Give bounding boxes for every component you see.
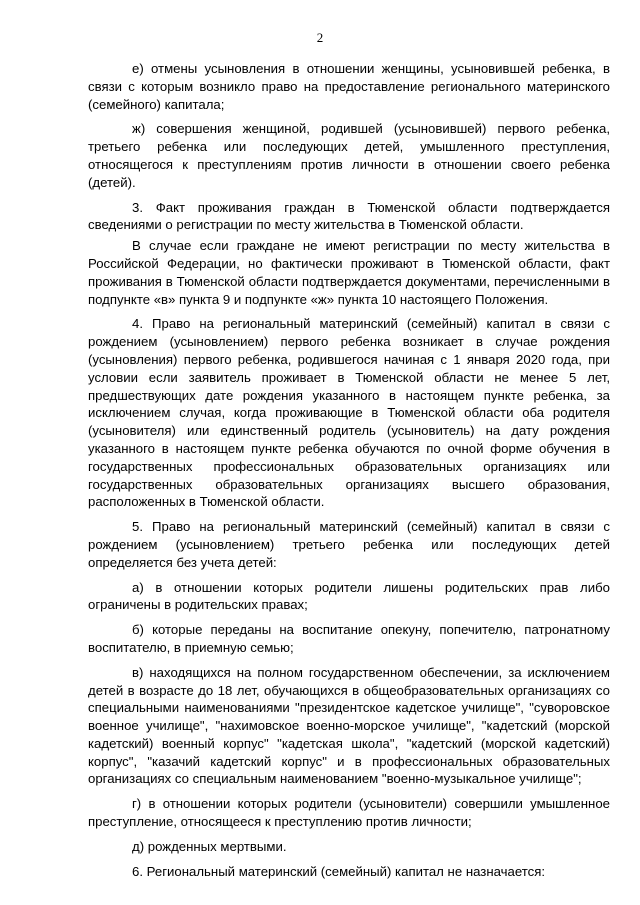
paragraph-5-third-child-right: 5. Право на региональный материнский (семейный) капитал в связи с рождением (усыновлением) третьего ребенка или последующих детей определяется без учета детей: [88,519,610,570]
page-number: 2 [316,30,324,45]
paragraph-a-parental-rights: а) в отношении которых родители лишены родительских прав либо ограничены в родительских правах; [88,579,610,613]
paragraph-d-stillborn: д) рожденных мертвыми. [132,838,287,854]
paragraph-3-residence-fact: 3. Факт проживания граждан в Тюменской области подтверждается сведениями о регистрации по месту жительства в Тюменской области. [88,199,610,233]
paragraph-zh-crime-against-child: ж) совершения женщиной, родившей (усыновившей) первого ребенка, третьего ребенка или последующих детей, умышленного преступления, относящегося к преступлениям против личности в отношении своего ребенка (детей). [88,121,610,190]
document-body [88,60,610,887]
paragraph-g-crime-by-parents: г) в отношении которых родители (усыновители) совершили умышленное преступление, относящееся к преступлению против личности; [88,796,610,830]
paragraph-6-not-assigned: 6. Региональный материнский (семейный) капитал не назначается: [132,863,546,879]
paragraph-no-registration-case: В случае если граждане не имеют регистрации по месту жительства в Российской Федерации, но фактически проживают в Тюменской области, факт проживания в Тюменской области подтверждается документами, перечисленными в подпункте «в» пункта 9 и подпункте «ж» пункта 10 настоящего Положения. [88,238,610,307]
paragraph-e-adoption-cancellation: е) отмены усыновления в отношении женщины, усыновившей ребенка, в связи с которым возникло право на предоставление регионального материнского (семейного) капитала; [88,61,610,112]
paragraph-4-first-child-right: 4. Право на региональный материнский (семейный) капитал в связи с рождением (усыновлением) первого ребенка возникает в случае рождения (усыновления) первого ребенка, родившегося начиная с 1 января 2020 года, при условии если заявитель проживает в Тюменской области не менее 5 лет, предшествующих дате рождения указанного в настоящем пункте ребенка, за исключением случая, когда проживающие в Тюменской области оба родителя (усыновителя) или единственный родитель (усыновитель) на дату рождения указанного в настоящем пункте ребенка обучаются по очной форме обучения в государственных профессиональных образовательных организациях или государственных образовательных организациях высшего образования, расположенных в Тюменской области. [88,316,610,510]
paragraph-v-state-support: в) находящихся на полном государственном обеспечении, за исключением детей в возрасте до 18 лет, обучающихся в общеобразовательных организациях со специальными наименованиями "президентское кадетское училище", "суворовское военное училище", "нахимовское военно-морское училище", "кадетский (морской кадетский) военный корпус" "кадетская школа", "кадетский (морской кадетский) корпус", "казачий кадетский корпус" и в профессиональных образовательных организациях со специальным наименованием "военно-музыкальное училище"; [88,664,610,787]
paragraph-b-guardianship: б) которые переданы на воспитание опекуну, попечителю, патронатному воспитателю, в приемную семью; [88,622,610,655]
